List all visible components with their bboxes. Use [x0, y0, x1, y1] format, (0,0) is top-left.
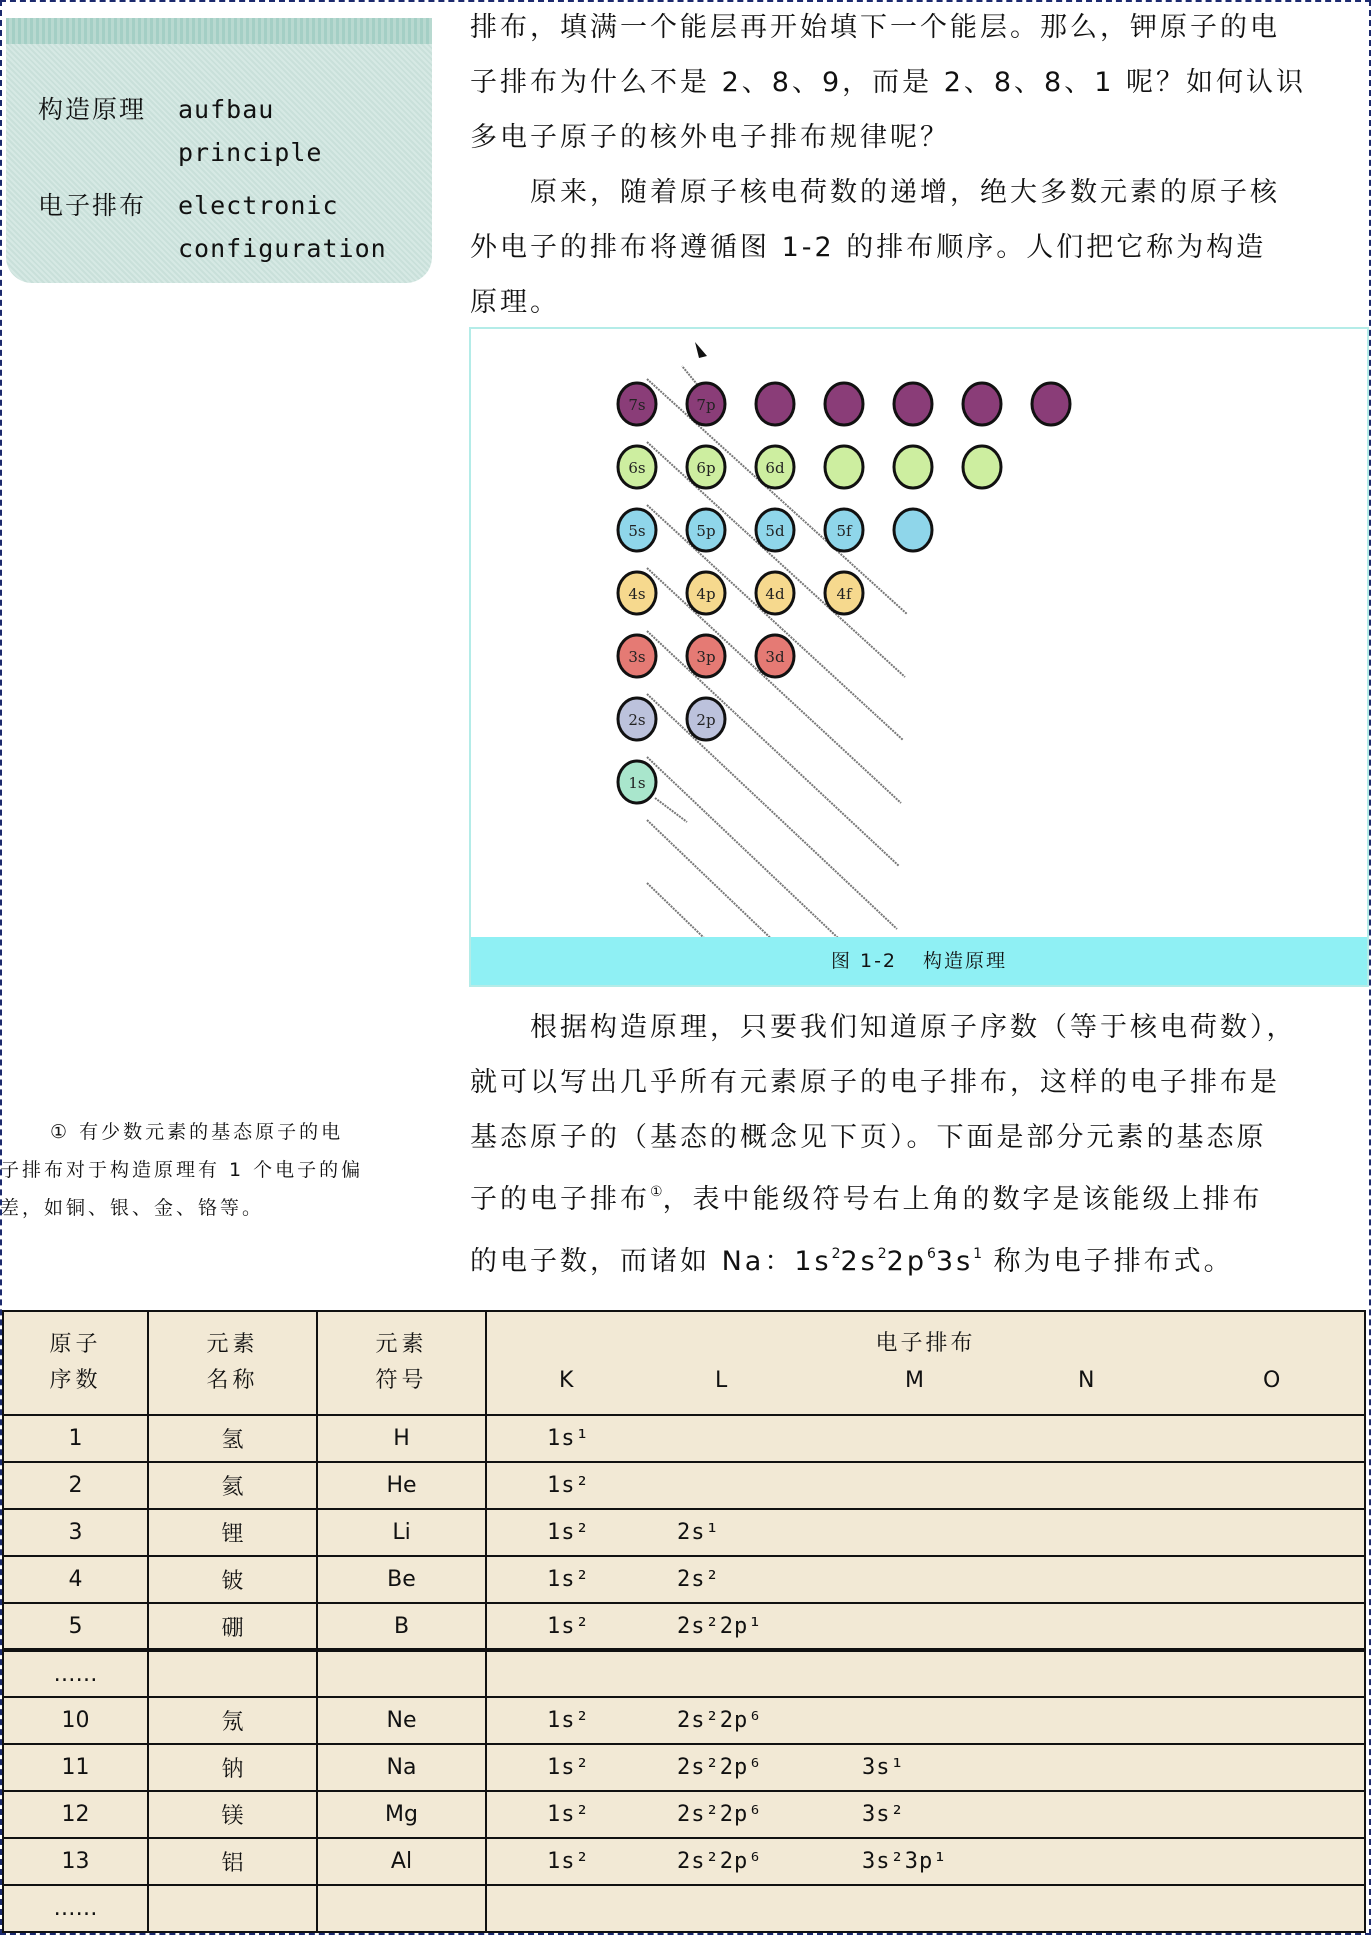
cell-element-name: 氦 — [148, 1462, 317, 1509]
table-row — [3, 1697, 1365, 1744]
aufbau-path-segment — [655, 798, 687, 822]
cell-configuration — [486, 1791, 1365, 1838]
aufbau-path-segment — [647, 757, 895, 939]
config-shell-l: 2s²2p⁶ — [677, 1849, 763, 1874]
figure-caption-number: 图 1-2 — [830, 950, 898, 972]
text-line-content: 原来，随着原子核电荷数的递增，绝大多数元素的原子核 — [530, 177, 1280, 208]
config-shell-l: 2s²2p¹ — [677, 1614, 763, 1639]
config-shell-m: 3s² — [862, 1802, 905, 1827]
table-row — [3, 1415, 1365, 1462]
orbital-node — [687, 698, 725, 740]
text-line: 排布，填满一个能层再开始填下一个能层。那么，钾原子的电 — [470, 12, 1280, 43]
cell-configuration — [486, 1838, 1365, 1885]
glossary-term-zh: 电子排布 — [38, 191, 147, 220]
cell-element-name: 镁 — [148, 1791, 317, 1838]
orbital-node — [618, 698, 656, 740]
header-electron-configuration — [486, 1311, 1365, 1415]
orbital-node — [618, 572, 656, 614]
cell-configuration — [486, 1697, 1365, 1744]
svg-text:2s: 2s — [628, 711, 646, 729]
cell-element-symbol: B — [317, 1603, 486, 1650]
shell-label-n: N — [1078, 1368, 1095, 1393]
cell-atomic-number: 3 — [3, 1509, 148, 1556]
orbital-node — [618, 635, 656, 677]
cell-configuration — [486, 1462, 1365, 1509]
config-shell-k: 1s² — [547, 1520, 590, 1545]
config-shell-m: 3s²3p¹ — [862, 1849, 948, 1874]
aufbau-path-segment — [647, 694, 897, 929]
config-shell-k: 1s¹ — [547, 1426, 590, 1451]
config-shell-l: 2s¹ — [677, 1520, 720, 1545]
table-row — [3, 1885, 1365, 1932]
config-shell-l: 2s² — [677, 1567, 720, 1592]
orbital-node — [756, 572, 794, 614]
cell-element-symbol: H — [317, 1415, 486, 1462]
glossary-term-zh: 构造原理 — [38, 95, 147, 124]
glossary-entry-aufbau — [38, 88, 398, 174]
table-row — [3, 1791, 1365, 1838]
header-atomic-number — [3, 1311, 148, 1415]
table-row — [3, 1603, 1365, 1650]
svg-text:6p: 6p — [696, 459, 716, 477]
table-row — [3, 1650, 1365, 1697]
glossary-term-en — [178, 88, 398, 174]
text-line — [470, 1227, 1370, 1289]
footnote-line: 差，如铜、银、金、铬等。 — [0, 1197, 265, 1219]
svg-text:4f: 4f — [836, 585, 852, 603]
svg-text:4s: 4s — [628, 585, 646, 603]
orbital-node — [825, 509, 863, 551]
orbital-node — [963, 383, 1001, 425]
header-text: 原子 — [49, 1332, 102, 1357]
cell-atomic-number: 2 — [3, 1462, 148, 1509]
footnote — [0, 1113, 420, 1227]
svg-text:6d: 6d — [765, 459, 785, 477]
text-line: 基态原子的（基态的概念见下页）。下面是部分元素的基态原 — [470, 1122, 1267, 1153]
orbital-node — [963, 446, 1001, 488]
shell-label-l: L — [715, 1368, 728, 1393]
table-row — [3, 1556, 1365, 1603]
text-line — [470, 1165, 1370, 1227]
cell-element-symbol: Mg — [317, 1791, 486, 1838]
table-header-row — [3, 1311, 1365, 1415]
header-text: 元素 — [206, 1332, 259, 1357]
header-element-symbol — [317, 1311, 486, 1415]
orbital-node — [825, 383, 863, 425]
svg-text:5p: 5p — [696, 522, 716, 540]
text-line-content: 2p — [886, 1246, 927, 1277]
paragraph-intro — [470, 0, 1370, 330]
footnote-line: ① 有少数元素的基态原子的电 — [50, 1121, 344, 1143]
cell-configuration — [486, 1885, 1365, 1932]
cell-atomic-number: …… — [3, 1885, 148, 1932]
figure-caption — [471, 937, 1367, 985]
orbital-node — [894, 446, 932, 488]
orbital-node — [687, 635, 725, 677]
cell-element-symbol: He — [317, 1462, 486, 1509]
glossary-entry-configuration — [38, 184, 398, 270]
svg-text:5s: 5s — [628, 522, 646, 540]
text-line-content: 2s — [840, 1246, 878, 1277]
arrow-head-icon — [695, 342, 707, 358]
footnote-line: 子排布对于构造原理有 1 个电子的偏 — [0, 1159, 364, 1181]
cell-element-symbol: Al — [317, 1838, 486, 1885]
glossary-en-line: principle — [178, 138, 323, 167]
cell-atomic-number: …… — [3, 1650, 148, 1697]
cell-configuration — [486, 1650, 1365, 1697]
cell-element-symbol — [317, 1885, 486, 1932]
text-line — [470, 1000, 1370, 1055]
cell-configuration — [486, 1744, 1365, 1791]
superscript: 6 — [927, 1246, 936, 1262]
cell-configuration — [486, 1556, 1365, 1603]
text-line: 外电子的排布将遵循图 1-2 的排布顺序。人们把它称为构造 — [470, 232, 1267, 263]
orbital-node — [618, 509, 656, 551]
glossary-en-line: configuration — [178, 234, 387, 263]
superscript: 2 — [877, 1246, 887, 1262]
cell-atomic-number: 12 — [3, 1791, 148, 1838]
config-shell-k: 1s² — [547, 1802, 590, 1827]
orbital-node — [618, 446, 656, 488]
svg-text:4d: 4d — [765, 585, 785, 603]
shell-label-o: O — [1263, 1368, 1281, 1393]
header-element-name — [148, 1311, 317, 1415]
orbital-node — [756, 635, 794, 677]
text-line — [470, 165, 1370, 220]
cell-element-symbol: Na — [317, 1744, 486, 1791]
svg-text:3d: 3d — [765, 648, 785, 666]
orbital-node — [687, 509, 725, 551]
config-shell-k: 1s² — [547, 1614, 590, 1639]
svg-text:7p: 7p — [696, 396, 716, 414]
electron-configuration-table — [2, 1310, 1366, 1933]
shell-label-k: K — [559, 1368, 574, 1393]
orbital-node — [825, 572, 863, 614]
text-line-content: 子的电子排布 — [470, 1184, 650, 1215]
cell-atomic-number: 13 — [3, 1838, 148, 1885]
config-shell-m: 3s¹ — [862, 1755, 905, 1780]
svg-text:1s: 1s — [628, 774, 646, 792]
table-row — [3, 1509, 1365, 1556]
table-row — [3, 1462, 1365, 1509]
cell-element-name: 锂 — [148, 1509, 317, 1556]
config-shell-k: 1s² — [547, 1849, 590, 1874]
figure-aufbau-diagram — [469, 327, 1369, 987]
superscript: 1 — [973, 1246, 983, 1262]
glossary-en-line: electronic — [178, 191, 339, 220]
cell-element-symbol: Be — [317, 1556, 486, 1603]
aufbau-diagram-graphic — [471, 329, 1371, 939]
orbital-node — [894, 509, 932, 551]
orbital-node — [756, 446, 794, 488]
cell-element-name — [148, 1650, 317, 1697]
cell-configuration — [486, 1509, 1365, 1556]
svg-text:5f: 5f — [836, 522, 852, 540]
header-text: 名称 — [206, 1368, 259, 1393]
cell-element-name: 铝 — [148, 1838, 317, 1885]
cell-element-name: 铍 — [148, 1556, 317, 1603]
text-line: 原理。 — [470, 287, 560, 318]
paragraph-explanation — [470, 1000, 1370, 1289]
glossary-header-strip — [6, 18, 432, 44]
cell-atomic-number: 11 — [3, 1744, 148, 1791]
svg-text:3s: 3s — [628, 648, 646, 666]
footnote-marker[interactable]: ① — [650, 1184, 663, 1200]
header-text: 元素 — [375, 1332, 428, 1357]
cell-element-name — [148, 1885, 317, 1932]
config-shell-l: 2s²2p⁶ — [677, 1708, 763, 1733]
cell-element-name: 钠 — [148, 1744, 317, 1791]
text-line: 就可以写出几乎所有元素原子的电子排布，这样的电子排布是 — [470, 1067, 1280, 1098]
orbital-node — [894, 383, 932, 425]
header-text: 符号 — [375, 1368, 428, 1393]
svg-text:3p: 3p — [696, 648, 716, 666]
config-shell-k: 1s² — [547, 1567, 590, 1592]
config-shell-k: 1s² — [547, 1755, 590, 1780]
glossary-box — [6, 18, 432, 283]
orbital-node — [618, 383, 656, 425]
header-config-title: 电子排布 — [875, 1331, 976, 1356]
config-shell-k: 1s² — [547, 1708, 590, 1733]
cell-element-symbol: Li — [317, 1509, 486, 1556]
text-line-content: 3s — [935, 1246, 974, 1277]
figure-caption-title: 构造原理 — [923, 950, 1008, 972]
cell-element-symbol: Ne — [317, 1697, 486, 1744]
cell-atomic-number: 4 — [3, 1556, 148, 1603]
orbital-node — [618, 761, 656, 803]
config-shell-l: 2s²2p⁶ — [677, 1802, 763, 1827]
text-line: 子排布为什么不是 2、8、9，而是 2、8、8、1 呢？如何认识 — [470, 67, 1306, 98]
shell-label-m: M — [905, 1368, 924, 1393]
glossary-en-line: aufbau — [178, 95, 275, 124]
text-line-content: 的电子数，而诸如 Na：1s — [470, 1246, 832, 1277]
orbital-node — [687, 446, 725, 488]
glossary-term-en — [178, 184, 398, 270]
text-line-content: 根据构造原理，只要我们知道原子序数（等于核电荷数）， — [530, 1012, 1297, 1043]
svg-text:2p: 2p — [696, 711, 716, 729]
svg-text:7s: 7s — [628, 396, 646, 414]
orbital-node — [756, 509, 794, 551]
aufbau-path-segment — [647, 820, 893, 939]
cell-element-name: 氖 — [148, 1697, 317, 1744]
cell-element-symbol — [317, 1650, 486, 1697]
orbital-node — [756, 383, 794, 425]
text-line-content: 称为电子排布式。 — [982, 1246, 1234, 1277]
cell-element-name: 硼 — [148, 1603, 317, 1650]
config-shell-l: 2s²2p⁶ — [677, 1755, 763, 1780]
cell-element-name: 氢 — [148, 1415, 317, 1462]
aufbau-path-segment — [647, 883, 891, 939]
svg-text:5d: 5d — [765, 522, 785, 540]
superscript: 2 — [831, 1246, 841, 1262]
cell-configuration — [486, 1603, 1365, 1650]
text-line: 多电子原子的核外电子排布规律呢？ — [470, 122, 950, 153]
svg-text:4p: 4p — [696, 585, 716, 603]
header-text: 序数 — [49, 1368, 102, 1393]
text-line-content: ，表中能级符号右上角的数字是该能级上排布 — [662, 1184, 1263, 1215]
svg-text:6s: 6s — [628, 459, 646, 477]
table-row — [3, 1838, 1365, 1885]
config-shell-k: 1s² — [547, 1473, 590, 1498]
cell-configuration — [486, 1415, 1365, 1462]
orbital-node — [1032, 383, 1070, 425]
orbital-node — [687, 572, 725, 614]
cell-atomic-number: 1 — [3, 1415, 148, 1462]
table-row — [3, 1744, 1365, 1791]
cell-atomic-number: 10 — [3, 1697, 148, 1744]
orbital-node — [687, 383, 725, 425]
orbital-node — [825, 446, 863, 488]
table-body — [3, 1415, 1365, 1932]
cell-atomic-number: 5 — [3, 1603, 148, 1650]
